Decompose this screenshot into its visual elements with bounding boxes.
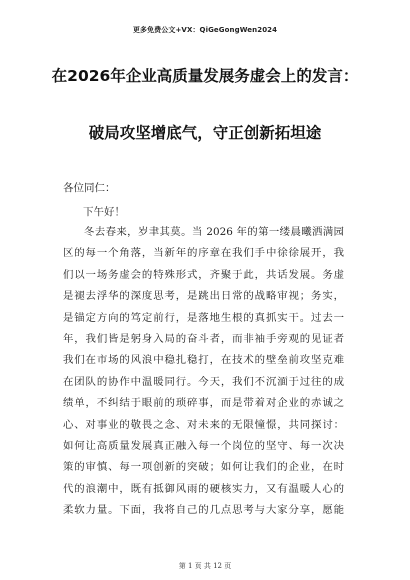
body-line: 在团队的协作中温暖同行。今天，我们不沉湎于过往的成 (63, 375, 344, 388)
page-header: 更多免费公文+VX：QiGeGongWen2024 (132, 26, 278, 34)
body-line: 代的浪潮中，既有抵御风雨的硬核实力，又有温暖人心的 (63, 482, 344, 495)
body-line: 是褪去浮华的深度思考，是跳出日常的战略审视；务实， (63, 290, 344, 303)
body-line: 们以一场务虚会的特殊形式，齐聚于此，共话发展。务虚 (63, 268, 344, 281)
body-line: 心、对事业的敬畏之念、对未来的无限憧憬，共同探讨： (63, 418, 344, 431)
body-line: 是锚定方向的笃定前行，是落地生根的真抓实干。过去一 (63, 311, 344, 324)
body-line: 冬去春来，岁聿其莫。当 2026 年的第一缕晨曦洒满园 (84, 226, 344, 238)
body-line: 我们在市场的风浪中稳扎稳打，在技术的壁垒前攻坚克难 (63, 354, 344, 367)
body-line: 策的审慎、每一项创新的突破；如何让我们的企业，在时 (63, 461, 344, 474)
salutation: 下午好！ (83, 206, 125, 218)
body-line: 柔软力量。下面，我将自己的几点思考与大家分享，愿能 (63, 504, 344, 517)
document-title-line-2: 破局攻坚增底气，守正创新拓坦途 (88, 124, 322, 142)
body-line: 如何让高质量发展真正融入每一个岗位的坚守、每一次决 (63, 439, 344, 452)
greeting: 各位同仁： (63, 182, 116, 194)
document-title-line-1: 在2026年企业高质量发展务虚会上的发言： (51, 67, 359, 85)
body-line: 年，我们皆是躬身入局的奋斗者，而非袖手旁观的见证者 (63, 332, 344, 345)
page-footer: 第 1 页 共 12 页 (178, 562, 232, 570)
body-line: 区的每一个角落，当新年的序章在我们手中徐徐展开，我 (63, 247, 344, 260)
body-line: 绩单，不纠结于眼前的琐碎事，而是带着对企业的赤诚之 (63, 397, 344, 410)
body-paragraph (63, 222, 344, 521)
